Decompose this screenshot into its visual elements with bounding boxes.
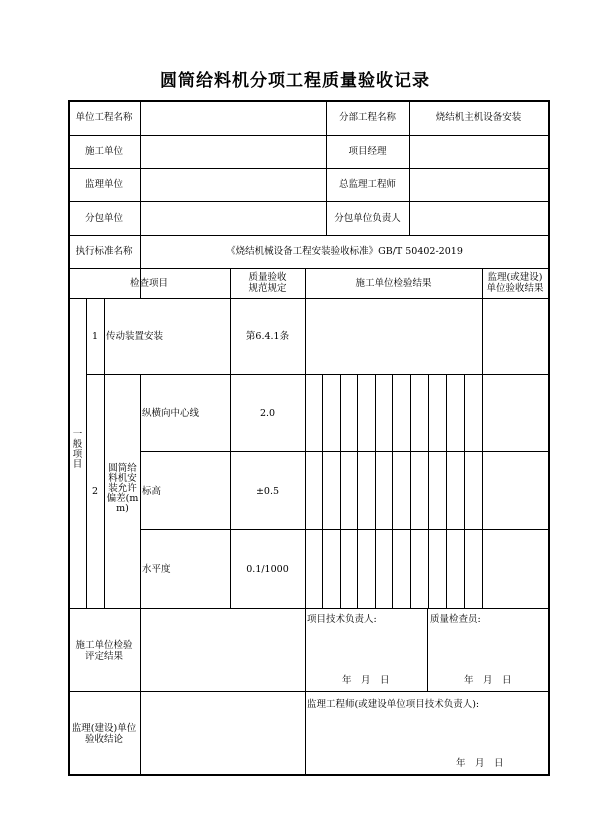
sub-project-label: 分部工程名称: [338, 112, 396, 123]
quality-inspector-label: 质量检查员:: [430, 614, 481, 625]
conclusion-date: 年 月 日: [456, 758, 504, 769]
project-manager-label: 项目经理: [348, 146, 387, 157]
deviation-level-spec: 0.1/1000: [246, 564, 289, 575]
item-1-name: 传动装置安装: [106, 331, 164, 342]
conclusion-label-line1: 监理(建设)单位: [71, 723, 137, 734]
evaluation-label-line2: 评定结果: [84, 651, 123, 662]
supervision-unit-label: 监理单位: [84, 179, 123, 190]
standard-label: 执行标准名称: [75, 246, 133, 257]
standard-value: 《烧结机械设备工程安装验收标准》GB/T 50402-2019: [226, 246, 463, 257]
chief-supervisor-label: 总监理工程师: [338, 179, 396, 190]
deviation-elevation-spec: ±0.5: [255, 486, 280, 497]
deviation-elevation-name: 标高: [142, 486, 162, 497]
supervisor-label: 监理工程师(或建设单位项目技术负责人):: [307, 699, 480, 710]
evaluation-label-line1: 施工单位检验: [75, 640, 133, 651]
evaluation-date-2: 年 月 日: [464, 675, 512, 686]
supervision-header-line1: 监理(或建设): [487, 272, 543, 283]
item-2-group: 圆筒给料机安装允许偏差(mm): [106, 463, 139, 514]
tech-head-label: 项目技术负责人:: [307, 614, 377, 625]
item-2-no: 2: [91, 486, 99, 497]
construction-unit-label: 施工单位: [84, 146, 123, 157]
evaluation-date-1: 年 月 日: [342, 675, 390, 686]
sub-project-value[interactable]: 烧结机主机设备安装: [435, 112, 522, 123]
inspection-item-header: 检查项目: [129, 278, 168, 289]
unit-project-label: 单位工程名称: [75, 112, 133, 123]
document-title: 圆筒给料机分项工程质量验收记录: [160, 71, 430, 91]
conclusion-label-line2: 验收结论: [84, 734, 123, 745]
construction-result-header: 施工单位检验结果: [355, 278, 432, 289]
deviation-centerline-name: 纵横向中心线: [142, 408, 200, 419]
item-1-spec: 第6.4.1条: [245, 331, 290, 342]
spec-header-line1: 质量验收: [248, 272, 287, 283]
deviation-level-name: 水平度: [142, 564, 171, 575]
deviation-centerline-spec: 2.0: [259, 408, 276, 419]
subcontract-unit-label: 分包单位: [84, 213, 123, 224]
supervision-header-line2: 单位验收结果: [486, 283, 544, 294]
subcontract-head-label: 分包单位负责人: [334, 213, 401, 224]
general-items-label: 一般项目: [72, 429, 83, 470]
item-1-no: 1: [91, 331, 99, 342]
spec-header-line2: 规范规定: [248, 283, 287, 294]
